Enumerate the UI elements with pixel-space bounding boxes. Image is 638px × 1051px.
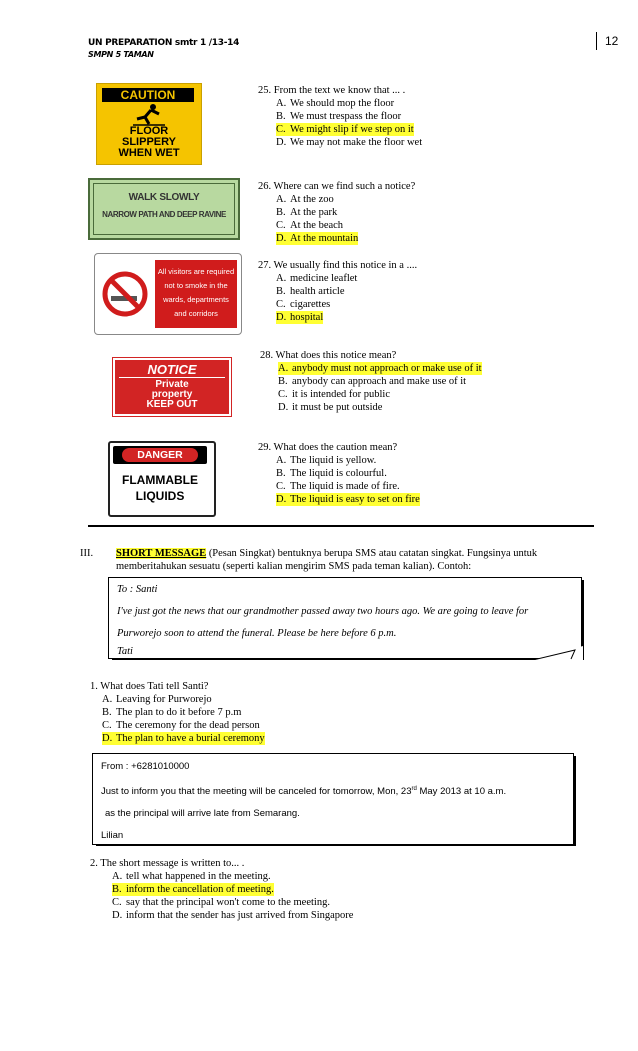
section-intro-line2: memberitahukan sesuatu (seperti kalian mengirim SMS pada teman kalian). Contoh: bbox=[116, 561, 472, 572]
option-c: C. At the beach bbox=[276, 220, 344, 231]
header-title: UN PREPARATION smtr 1 /13-14 bbox=[88, 38, 240, 48]
option-b: B. At the park bbox=[276, 207, 338, 218]
option-d-answer: D. hospital bbox=[276, 312, 324, 323]
option-a-answer: A. anybody must not approach or make use of it bbox=[278, 363, 482, 374]
option-a: A. medicine leaflet bbox=[276, 273, 358, 284]
section-title: SHORT MESSAGE bbox=[116, 548, 207, 559]
notice-line2: property bbox=[151, 389, 193, 400]
page-curl-icon bbox=[533, 646, 583, 660]
notice-line3: KEEP OUT bbox=[146, 399, 198, 410]
question-26 bbox=[258, 180, 415, 245]
header-school: SMPN 5 TAMAN bbox=[88, 50, 154, 59]
question-stem: 27. We usually find this notice in a .... bbox=[258, 260, 418, 271]
sms-box-1 bbox=[108, 577, 582, 659]
question-stem: 28. What does this notice mean? bbox=[260, 350, 397, 361]
walk-line2: NARROW PATH AND DEEP RAVINE bbox=[102, 210, 226, 219]
smoke-line1: All visitors are required bbox=[157, 267, 235, 276]
question-2 bbox=[90, 857, 353, 922]
option-b: B. The liquid is colourful. bbox=[276, 468, 387, 479]
option-c: C. The liquid is made of fire. bbox=[276, 481, 400, 492]
smoke-line4: and corridors bbox=[174, 309, 218, 318]
option-d-answer: D. The liquid is easy to set on fire bbox=[276, 494, 420, 505]
option-d: D. it must be put outside bbox=[278, 402, 383, 413]
caution-line1: FLOOR bbox=[129, 125, 169, 137]
sms-2-body-line1: Just to inform you that the meeting will be canceled for tomorrow, Mon, 23rd May 2013 at 10 a.m. bbox=[101, 786, 507, 798]
slipping-person-icon bbox=[131, 104, 167, 126]
section-divider bbox=[88, 525, 594, 527]
notice-line1: Private bbox=[155, 379, 189, 390]
caution-line3: WHEN WET bbox=[118, 147, 180, 159]
section-intro bbox=[116, 547, 596, 573]
smoke-line2: not to smoke in the bbox=[164, 281, 228, 290]
sms-2-signature: Lilian bbox=[101, 830, 124, 842]
danger-title: DANGER bbox=[137, 449, 183, 461]
no-smoking-icon bbox=[101, 270, 149, 318]
option-d: D. We may not make the floor wet bbox=[276, 137, 423, 148]
option-c: C. it is intended for public bbox=[278, 389, 390, 400]
question-29 bbox=[258, 441, 420, 506]
danger-line1: FLAMMABLE bbox=[122, 473, 198, 487]
sms-1-signature: Tati bbox=[117, 646, 133, 657]
no-smoking-sign bbox=[94, 253, 242, 335]
option-c: C. cigarettes bbox=[276, 299, 331, 310]
option-b: B. anybody can approach and make use of it bbox=[278, 376, 467, 387]
caution-sign-title: CAUTION bbox=[102, 88, 194, 102]
danger-line2: LIQUIDS bbox=[135, 489, 185, 503]
sms-2-from: From : +6281010000 bbox=[101, 761, 190, 772]
question-stem: 25. From the text we know that ... . bbox=[258, 85, 406, 96]
option-c-answer: C. We might slip if we step on it bbox=[276, 124, 414, 135]
question-27 bbox=[258, 259, 417, 324]
question-28 bbox=[260, 349, 482, 414]
section-numeral: III. bbox=[80, 548, 94, 559]
sms-1-to: To : Santi bbox=[117, 584, 158, 595]
sms-1-body-line2: Purworejo soon to attend the funeral. Please be here before 6 p.m. bbox=[117, 628, 397, 639]
section-intro-line1: (Pesan Singkat) bentuknya berupa SMS atau catatan singkat. Fungsinya untuk bbox=[206, 548, 538, 559]
option-a: A. We should mop the floor bbox=[276, 98, 395, 109]
question-1 bbox=[90, 680, 265, 745]
option-a: A. At the zoo bbox=[276, 194, 334, 205]
option-d-answer: D. The plan to have a burial ceremony bbox=[102, 733, 265, 744]
option-a: A. Leaving for Purworejo bbox=[102, 694, 212, 705]
option-b-answer: B. inform the cancellation of meeting. bbox=[112, 884, 274, 895]
caution-line2: SLIPPERY bbox=[122, 136, 176, 148]
question-stem: 26. Where can we find such a notice? bbox=[258, 181, 416, 192]
option-b: B. We must trespass the floor bbox=[276, 111, 402, 122]
walk-slowly-sign bbox=[88, 178, 240, 240]
sms-box-2 bbox=[92, 753, 574, 845]
notice-title: NOTICE bbox=[147, 362, 197, 377]
question-25 bbox=[258, 84, 422, 149]
sms-2-body-line2: as the principal will arrive late from Semarang. bbox=[105, 808, 300, 820]
sms-1-body-line1: I've just got the news that our grandmother passed away two hours ago. We are going to leave for bbox=[117, 606, 529, 617]
question-stem: 2. The short message is written to... . bbox=[90, 858, 245, 869]
question-stem: 29. What does the caution mean? bbox=[258, 442, 398, 453]
option-b: B. The plan to do it before 7 p.m bbox=[102, 707, 242, 718]
option-a: A. tell what happened in the meeting. bbox=[112, 871, 271, 882]
option-b: B. health article bbox=[276, 286, 345, 297]
caution-sign bbox=[96, 83, 202, 165]
notice-sign bbox=[113, 358, 231, 416]
option-c: C. say that the principal won't come to the meeting. bbox=[112, 897, 330, 908]
option-a: A. The liquid is yellow. bbox=[276, 455, 377, 466]
smoke-line3: wards, departments bbox=[163, 295, 229, 304]
option-d: D. inform that the sender has just arrived from Singapore bbox=[112, 910, 354, 921]
option-c: C. The ceremony for the dead person bbox=[102, 720, 260, 731]
question-stem: 1. What does Tati tell Santi? bbox=[90, 681, 209, 692]
walk-line1: WALK SLOWLY bbox=[128, 192, 200, 203]
danger-sign bbox=[108, 441, 216, 517]
option-d-answer: D. At the mountain bbox=[276, 233, 359, 244]
page-number: 12 bbox=[596, 32, 618, 50]
